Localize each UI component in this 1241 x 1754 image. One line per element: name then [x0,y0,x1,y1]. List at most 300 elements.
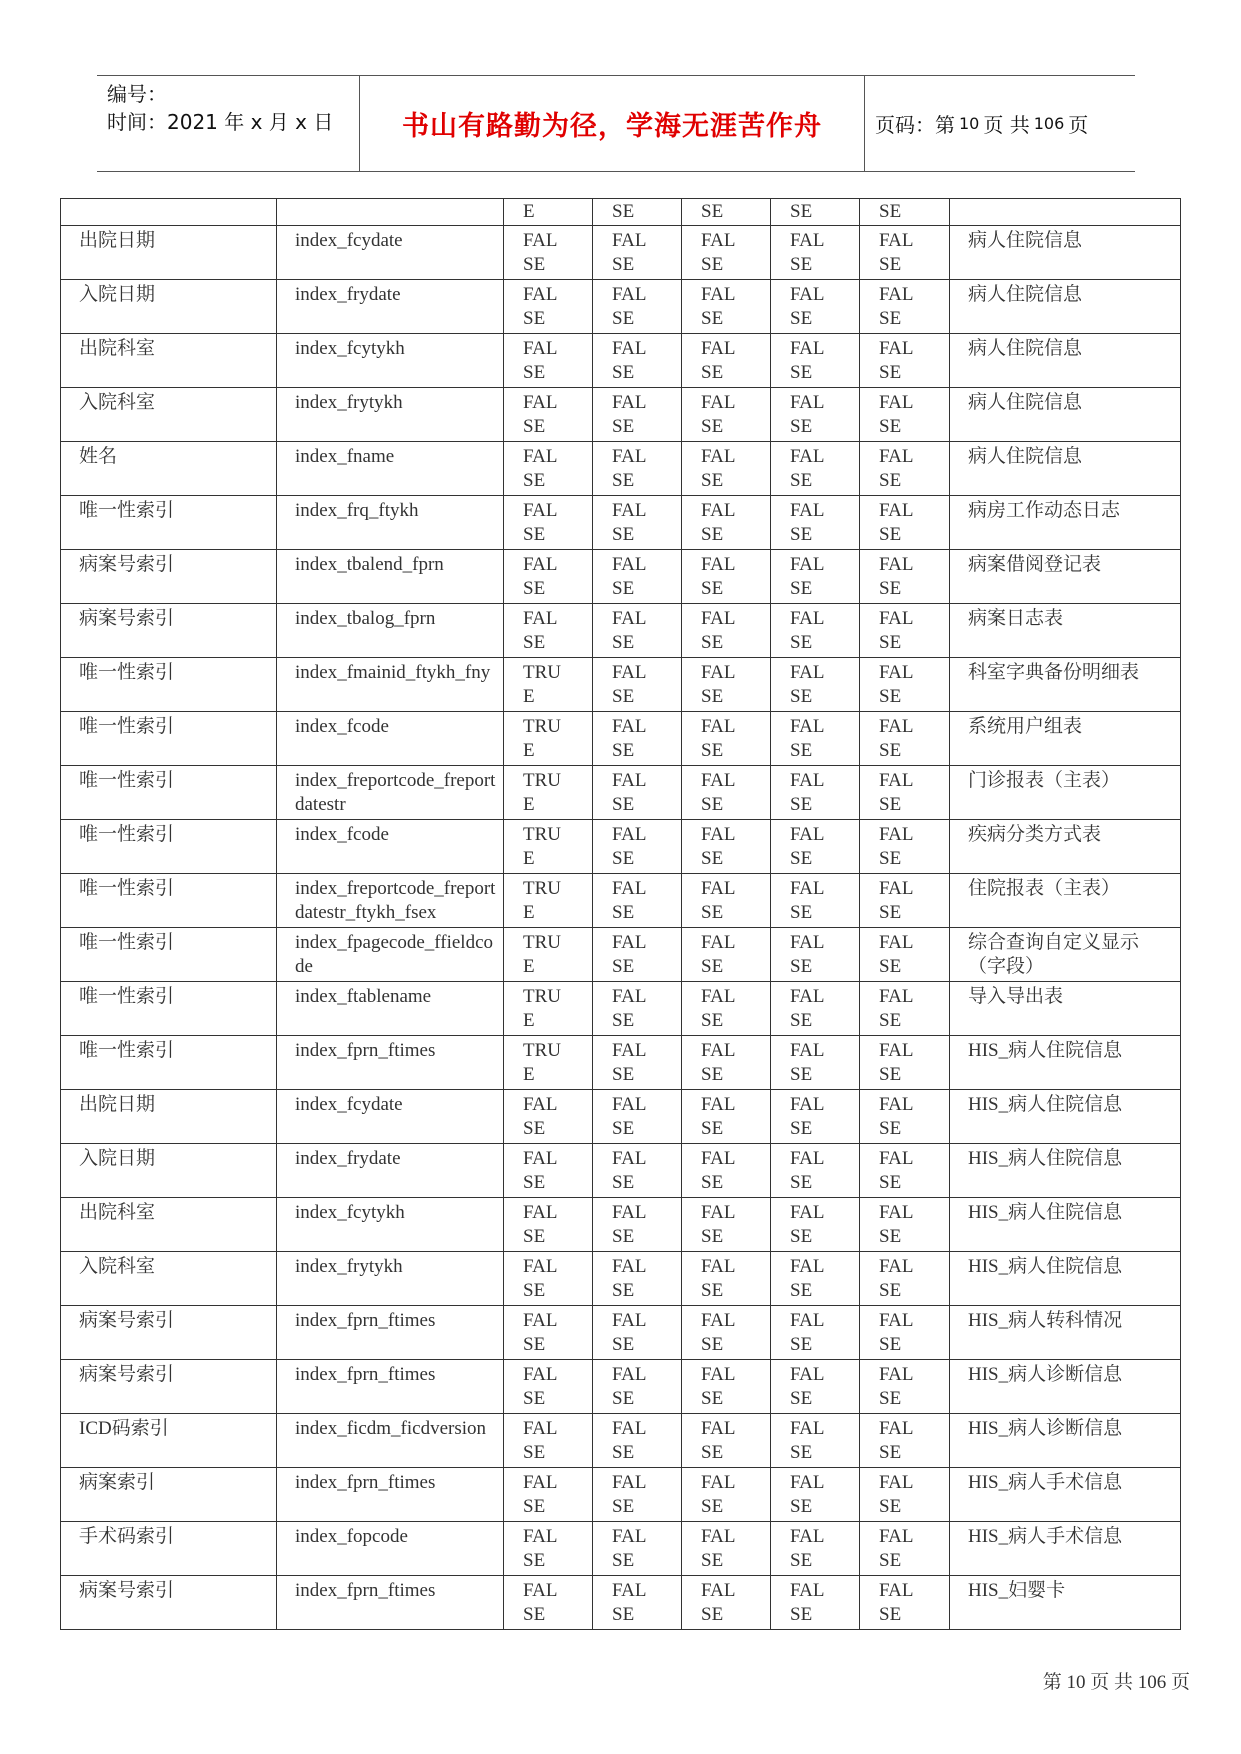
flag-cell [771,1198,860,1252]
index-type-cell: 唯一性索引 [61,712,277,766]
table-name-cell: 病人住院信息 [950,388,1181,442]
flag-cell [593,820,682,874]
flag-cell-text: FAL [523,1202,558,1223]
flag-cell-text: FAL [790,500,825,521]
flag-cell-text: SE [879,632,902,653]
flag-cell-text: SE [701,308,724,329]
flag-cell-text: SE [612,1496,635,1517]
flag-cell-text: SE [879,740,902,761]
index-name-cell: index_ftablename [277,982,504,1036]
index-type-cell: 唯一性索引 [61,1036,277,1090]
flag-cell [682,982,771,1036]
flag-cell-text: FAL [701,608,736,629]
flag-cell [593,1090,682,1144]
flag-cell [860,280,950,334]
flag-cell-text: FAL [790,1040,825,1061]
table-name-cell: 病房工作动态日志 [950,496,1181,550]
table-row [61,1522,1181,1576]
flag-cell-text: FAL [612,932,647,953]
flag-cell-text: SE [790,308,813,329]
flag-cell [682,1576,771,1630]
table-name-cell: HIS_病人住院信息 [950,1036,1181,1090]
page-footer: 第 10 页 共 106 页 [1042,1672,1190,1693]
table-row [61,1144,1181,1198]
flag-cell-text: SE [879,416,902,437]
flag-cell-text: FAL [612,1580,647,1601]
index-type-cell: ICD码索引 [61,1414,277,1468]
index-name-cell: index_fcydate [277,1090,504,1144]
flag-cell-text: FAL [523,1526,558,1547]
index-type-cell: 唯一性索引 [61,982,277,1036]
flag-cell-text: FAL [879,446,914,467]
flag-cell-text: SE [612,1334,635,1355]
flag-cell-text: SE [701,1604,724,1625]
flag-cell-text: SE [879,794,902,815]
table-row [61,982,1181,1036]
flag-cell-text: E [523,1010,535,1031]
flag-cell [771,1468,860,1522]
flag-cell [504,766,593,820]
flag-cell-text: SE [612,1280,635,1301]
flag-cell [771,1144,860,1198]
flag-cell-text: SE [701,632,724,653]
flag-cell-text: E [523,1064,535,1085]
flag-cell-text: SE [612,578,635,599]
flag-cell-text: FAL [879,230,914,251]
flag-cell [860,1252,950,1306]
table-row [61,1468,1181,1522]
serial-label: 编号： [107,82,167,106]
flag-cell-text: SE [612,1226,635,1247]
table-name-cell: HIS_病人诊断信息 [950,1360,1181,1414]
flag-cell-text: FAL [612,1526,647,1547]
flag-cell-text: SE [701,1064,724,1085]
page-prefix: 页码：第 [875,113,955,137]
index-name-cell: index_ficdm_ficdversion [277,1414,504,1468]
flag-cell [860,1306,950,1360]
flag-cell [860,388,950,442]
flag-cell [593,442,682,496]
header-motto: 书山有路勤为径，学海无涯苦作舟 [402,111,822,142]
flag-cell [593,928,682,982]
flag-cell [860,820,950,874]
flag-cell-text: FAL [879,824,914,845]
table-row [61,199,1181,226]
flag-cell [682,550,771,604]
flag-cell-text: FAL [523,1364,558,1385]
flag-cell-text: SE [612,740,635,761]
flag-cell-text: SE [523,1604,546,1625]
flag-cell [593,280,682,334]
flag-cell [593,1306,682,1360]
flag-cell [771,1360,860,1414]
table-row [61,334,1181,388]
table-cell [950,199,1181,226]
flag-cell [593,1144,682,1198]
flag-cell-text: FAL [701,878,736,899]
flag-cell-text: FAL [790,554,825,575]
table-name-cell: 门诊报表（主表） [950,766,1181,820]
flag-cell [682,928,771,982]
flag-cell-text: FAL [701,716,736,737]
flag-cell-text: FAL [523,500,558,521]
flag-cell-text: SE [701,1496,724,1517]
flag-cell-text: SE [523,1280,546,1301]
flag-cell-text: FAL [879,1418,914,1439]
flag-cell-text: SE [523,1496,546,1517]
flag-cell-text: SE [790,1118,813,1139]
flag-cell-text: FAL [701,284,736,305]
flag-cell-text: SE [523,1550,546,1571]
flag-cell-text: FAL [879,1580,914,1601]
index-type-cell: 出院科室 [61,334,277,388]
flag-cell-text: SE [612,1010,635,1031]
flag-cell [593,658,682,712]
flag-cell-text: FAL [612,1094,647,1115]
flag-cell-text: FAL [612,608,647,629]
flag-cell-text: SE [701,1010,724,1031]
flag-cell [593,1252,682,1306]
flag-cell-text: FAL [523,338,558,359]
index-name-cell: index_tbalog_fprn [277,604,504,658]
flag-cell-text: SE [790,1388,813,1409]
flag-cell [682,820,771,874]
flag-cell-text: FAL [879,770,914,791]
flag-cell [504,388,593,442]
table-row [61,604,1181,658]
flag-cell-text: FAL [790,1580,825,1601]
flag-cell [860,658,950,712]
flag-cell [771,982,860,1036]
flag-cell-text: SE [879,308,902,329]
index-name-cell: index_fprn_ftimes [277,1360,504,1414]
flag-cell-text: FAL [790,1148,825,1169]
flag-cell-text: FAL [790,338,825,359]
flag-cell-text: TRU [523,662,561,683]
flag-cell [593,1360,682,1414]
table-name-cell: HIS_病人诊断信息 [950,1414,1181,1468]
table-name-cell: HIS_病人住院信息 [950,1090,1181,1144]
flag-cell-text: SE [523,308,546,329]
table-row [61,1360,1181,1414]
table-cell: E [504,199,593,226]
flag-cell-text: FAL [879,932,914,953]
flag-cell [771,550,860,604]
flag-cell-text: FAL [790,986,825,1007]
flag-cell [771,388,860,442]
table-name-cell: 病人住院信息 [950,334,1181,388]
flag-cell-text: SE [790,254,813,275]
flag-cell-text: FAL [701,1526,736,1547]
flag-cell [860,496,950,550]
flag-cell-text: FAL [612,338,647,359]
index-name-cell: index_tbalend_fprn [277,550,504,604]
flag-cell [771,928,860,982]
flag-cell-text: SE [879,1388,902,1409]
flag-cell [504,658,593,712]
flag-cell-text: SE [879,1226,902,1247]
table-row [61,1576,1181,1630]
flag-cell-text: FAL [790,1472,825,1493]
flag-cell-text: FAL [790,824,825,845]
flag-cell-text: SE [790,956,813,977]
table-row [61,1414,1181,1468]
flag-cell [504,1576,593,1630]
flag-cell [593,604,682,658]
flag-cell [682,1414,771,1468]
flag-cell-text: FAL [790,1310,825,1331]
flag-cell [682,712,771,766]
table-name-cell: HIS_病人住院信息 [950,1252,1181,1306]
table-name-cell: 病案借阅登记表 [950,550,1181,604]
page-current: 10 [959,114,980,133]
flag-cell-text: SE [523,632,546,653]
flag-cell [860,766,950,820]
index-name-cell: index_frytykh [277,1252,504,1306]
flag-cell-text: SE [701,1226,724,1247]
index-type-cell: 姓名 [61,442,277,496]
flag-cell-text: FAL [879,284,914,305]
flag-cell-text: E [523,956,535,977]
page-mid: 页 共 [983,113,1030,137]
flag-cell-text: SE [523,524,546,545]
flag-cell-text: SE [701,1334,724,1355]
flag-cell [593,982,682,1036]
flag-cell-text: FAL [612,1364,647,1385]
flag-cell-text: FAL [612,500,647,521]
flag-cell-text: SE [612,902,635,923]
flag-cell [860,1198,950,1252]
table-name-cell: 疾病分类方式表 [950,820,1181,874]
flag-cell [504,928,593,982]
table-cell: SE [771,199,860,226]
flag-cell [682,496,771,550]
flag-cell-text: FAL [879,662,914,683]
flag-cell [860,1144,950,1198]
flag-cell-text: FAL [701,230,736,251]
index-type-cell: 病案索引 [61,1468,277,1522]
flag-cell [682,334,771,388]
flag-cell-text: FAL [612,662,647,683]
index-name-cell: index_frydate [277,280,504,334]
flag-cell [771,1306,860,1360]
flag-cell [504,1036,593,1090]
table-cell [277,199,504,226]
flag-cell-text: SE [701,1280,724,1301]
flag-cell-text: SE [523,254,546,275]
flag-cell-text: SE [701,902,724,923]
index-type-cell: 唯一性索引 [61,496,277,550]
flag-cell-text: FAL [523,554,558,575]
table-row [61,388,1181,442]
index-name-cell: index_frydate [277,1144,504,1198]
flag-cell-text: SE [790,1496,813,1517]
flag-cell [682,1522,771,1576]
table-name-cell: 综合查询自定义显示（字段） [950,928,1181,982]
header-meta [107,80,357,136]
flag-cell-text: SE [612,794,635,815]
table-name-cell: 病人住院信息 [950,226,1181,280]
flag-cell-text: SE [701,848,724,869]
flag-cell-text: SE [879,1550,902,1571]
index-name-cell: index_fcytykh [277,334,504,388]
flag-cell [860,1468,950,1522]
flag-cell-text: FAL [701,770,736,791]
flag-cell-text: SE [523,1388,546,1409]
flag-cell-text: FAL [879,1094,914,1115]
flag-cell-text: FAL [523,392,558,413]
flag-cell [860,1036,950,1090]
flag-cell-text: FAL [790,1094,825,1115]
flag-cell-text: FAL [701,338,736,359]
flag-cell-text: FAL [701,392,736,413]
flag-cell [860,712,950,766]
flag-cell-text: FAL [701,1472,736,1493]
flag-cell-text: TRU [523,932,561,953]
table-row [61,1252,1181,1306]
flag-cell [771,1252,860,1306]
flag-cell [682,280,771,334]
flag-cell-text: FAL [612,878,647,899]
flag-cell-text: SE [879,1496,902,1517]
table-row [61,226,1181,280]
flag-cell-text: FAL [701,1256,736,1277]
flag-cell [504,550,593,604]
index-type-cell: 入院科室 [61,388,277,442]
flag-cell-text: FAL [701,1310,736,1331]
flag-cell-text: FAL [790,1364,825,1385]
flag-cell-text: SE [790,416,813,437]
index-name-cell: index_freportcode_freportdatestr [277,766,504,820]
index-type-cell: 唯一性索引 [61,766,277,820]
flag-cell-text: FAL [612,1256,647,1277]
flag-cell [682,1252,771,1306]
flag-cell-text: SE [523,470,546,491]
flag-cell-text: FAL [612,1418,647,1439]
flag-cell [504,1090,593,1144]
flag-cell [593,334,682,388]
flag-cell [860,1090,950,1144]
table-row [61,766,1181,820]
flag-cell [771,712,860,766]
index-type-cell: 唯一性索引 [61,820,277,874]
flag-cell-text: TRU [523,770,561,791]
flag-cell-text: FAL [879,716,914,737]
flag-cell-text: FAL [790,878,825,899]
flag-cell-text: FAL [701,1364,736,1385]
flag-cell [504,442,593,496]
index-name-cell: index_frytykh [277,388,504,442]
index-name-cell: index_frq_ftykh [277,496,504,550]
flag-cell [682,1090,771,1144]
flag-cell-text: SE [523,416,546,437]
flag-cell [504,1522,593,1576]
flag-cell-text: FAL [879,1256,914,1277]
flag-cell-text: FAL [879,1364,914,1385]
flag-cell-text: FAL [790,716,825,737]
flag-cell-text: FAL [523,1256,558,1277]
flag-cell-text: SE [612,1172,635,1193]
flag-cell-text: SE [612,1388,635,1409]
flag-cell-text: FAL [612,1310,647,1331]
flag-cell [682,1468,771,1522]
flag-cell-text: SE [790,470,813,491]
table-name-cell: HIS_病人住院信息 [950,1144,1181,1198]
flag-cell-text: FAL [523,1418,558,1439]
index-type-cell: 出院科室 [61,1198,277,1252]
flag-cell-text: FAL [790,1202,825,1223]
index-name-cell: index_fcode [277,820,504,874]
flag-cell-text: SE [701,1550,724,1571]
flag-cell-text: SE [790,794,813,815]
index-name-cell: index_freportcode_freportdatestr_ftykh_fsex [277,874,504,928]
flag-cell-text: FAL [612,284,647,305]
flag-cell [771,820,860,874]
flag-cell-text: FAL [790,1256,825,1277]
table-row [61,928,1181,982]
flag-cell-text: FAL [612,446,647,467]
flag-cell [593,1198,682,1252]
flag-cell-text: SE [701,524,724,545]
flag-cell-text: SE [879,1064,902,1085]
flag-cell-text: SE [879,1334,902,1355]
index-name-cell: index_fprn_ftimes [277,1468,504,1522]
flag-cell-text: FAL [790,446,825,467]
flag-cell-text: SE [790,1442,813,1463]
flag-cell-text: SE [790,1226,813,1247]
flag-cell [593,766,682,820]
flag-cell [682,1306,771,1360]
table-row [61,874,1181,928]
flag-cell-text: E [523,740,535,761]
flag-cell-text: SE [523,362,546,383]
index-name-cell: index_fpagecode_ffieldcode [277,928,504,982]
flag-cell-text: FAL [523,1148,558,1169]
flag-cell [504,1468,593,1522]
flag-cell [504,982,593,1036]
flag-cell [771,1036,860,1090]
header-divider [359,76,360,171]
table-name-cell: 系统用户组表 [950,712,1181,766]
flag-cell-text: FAL [879,1040,914,1061]
table-cell [61,199,277,226]
flag-cell [504,1306,593,1360]
flag-cell-text: SE [879,956,902,977]
flag-cell-text: FAL [612,1472,647,1493]
flag-cell-text: SE [790,1064,813,1085]
flag-cell [860,982,950,1036]
flag-cell [682,1360,771,1414]
flag-cell-text: SE [879,1172,902,1193]
time-label: 时间：2021 年 x 月 x 日 [107,110,334,134]
flag-cell-text: SE [701,686,724,707]
flag-cell-text: SE [612,1064,635,1085]
flag-cell-text: SE [879,524,902,545]
flag-cell [860,550,950,604]
index-name-cell: index_fprn_ftimes [277,1576,504,1630]
flag-cell [593,1468,682,1522]
flag-cell-text: TRU [523,1040,561,1061]
table-name-cell: 科室字典备份明细表 [950,658,1181,712]
index-type-cell: 唯一性索引 [61,928,277,982]
index-type-cell: 入院日期 [61,1144,277,1198]
flag-cell [504,334,593,388]
table-row [61,658,1181,712]
flag-cell-text: FAL [701,824,736,845]
flag-cell-text: FAL [523,1580,558,1601]
table-name-cell: 病案日志表 [950,604,1181,658]
flag-cell-text: SE [701,956,724,977]
